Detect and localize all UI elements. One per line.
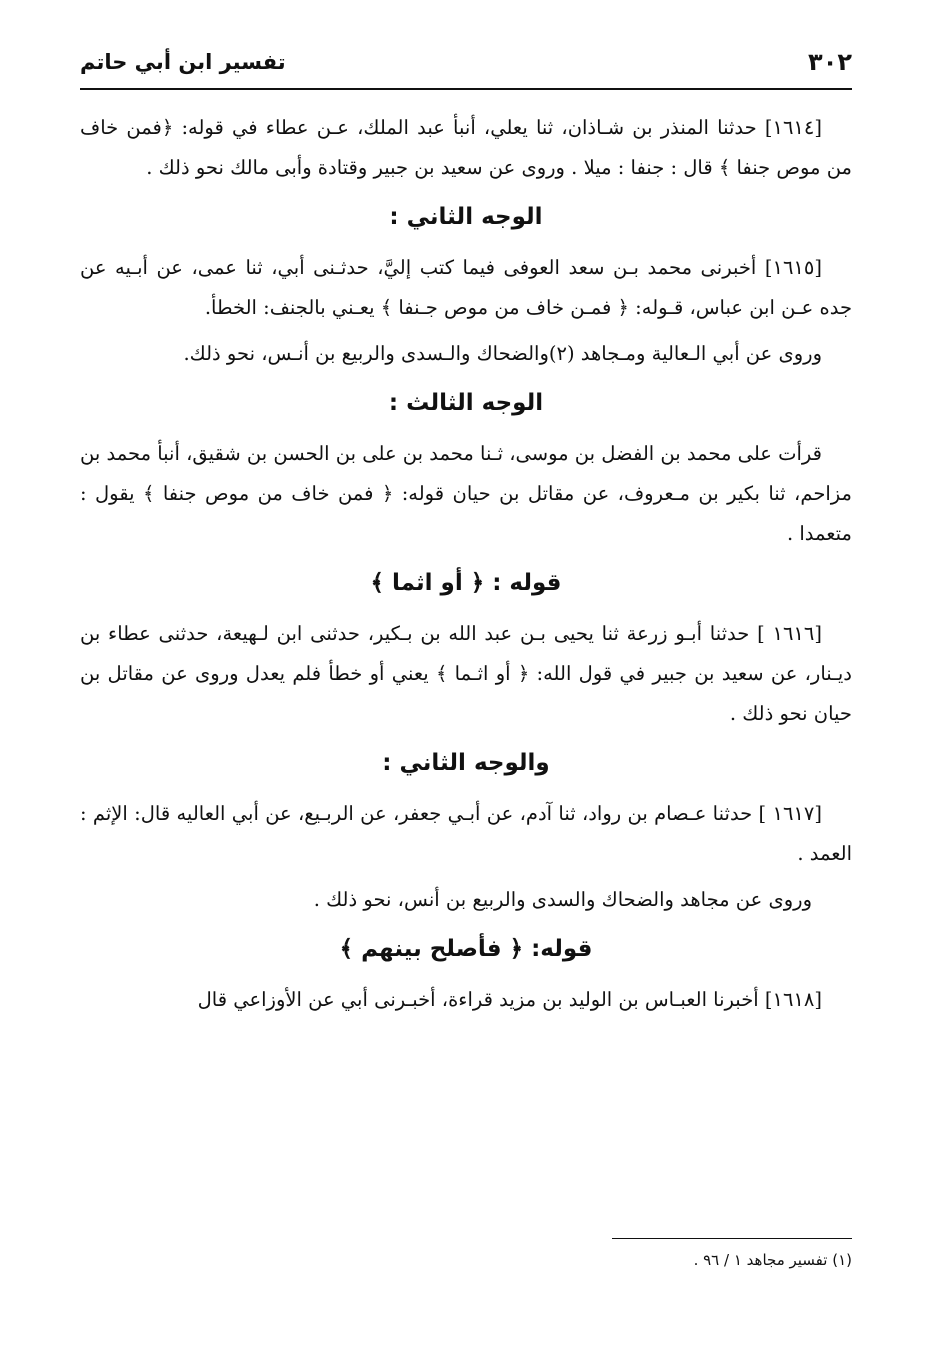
heading-third-aspect: الوجه الثالث : <box>388 390 544 416</box>
heading-fa-aslaha: قوله: ﴿ فأصلح بينهم ﴾ <box>339 936 593 962</box>
footnote: (١) تفسير مجاهد ١ / ٩٦ . <box>693 1251 852 1269</box>
heading-second-aspect: الوجه الثاني : <box>389 204 543 230</box>
book-page <box>80 48 852 1338</box>
paragraph-narration-2: وروى عن مجاهد والضحاك والسدى والربيع بن أنس، نحو ذلك . <box>313 888 812 911</box>
footnote-divider <box>612 1238 852 1239</box>
heading-wa-second-aspect: والوجه الثاني : <box>382 750 550 776</box>
paragraph-1617: [١٦١٧ ] حدثنا عـصام بن رواد، ثنا آدم، عن أبـي جعفر، عن الربـيع، عن أبي العاليه قال: الإثم : العمد . <box>80 802 852 865</box>
heading-aw-ithman: قوله : ﴿ أو اثما ﴾ <box>370 570 562 596</box>
paragraph-1614: [١٦١٤] حدثنا المنذر بن شـاذان، ثنا يعلي، أنبأ عبد الملك، عـن عطاء في قوله: ﴿فمن خاف من موص جنفا ﴾ قال : جنفا : ميلا . وروى عن سعيد بن جبير وقتادة وأبى مالك نحو ذلك . <box>80 116 852 179</box>
page-header <box>80 48 852 90</box>
paragraph-1615: [١٦١٥] أخبرنى محمد بـن سعد العوفى فيما كتب إليَّ، حدثـنى أبي، ثنا عمى، عن أبـيه عن جده عـن ابن عباس، قـوله: ﴿ فمـن خاف من موص جـنفا ﴾ يعـني بالجنف: الخطأ. <box>80 256 852 319</box>
paragraph-narration: وروى عن أبي الـعالية ومـجاهد (٢)والضحاك والـسدى والربيع بن أنـس، نحو ذلك. <box>183 342 822 365</box>
paragraph-1616: [١٦١٦ ] حدثنا أبـو زرعة ثنا يحيى بـن عبد الله بن بـكير، حدثنى ابن لـهيعة، حدثنى عطاء بن ديـنار، عن سعيد بن جبير في قول الله: ﴿ أو اثـما ﴾ يعني أو خطأ فلم يعدل وروى عن مقاتل بن حيان نحو ذلك . <box>80 622 852 725</box>
paragraph-reading: قرأت على محمد بن الفضل بن موسى، ثـنا محمد بن على بن الحسن بن شقيق، أنبأ محمد بن مزاحم، ثنا بكير بن مـعروف، عن مقاتل بن حيان قوله: ﴿ فمن خاف من موص جنفا ﴾ يقول : متعمدا . <box>80 442 852 545</box>
running-title: تفسير ابن أبي حاتم <box>80 50 286 74</box>
page-number: ٣٠٢ <box>808 48 852 76</box>
page-body <box>80 108 852 1020</box>
paragraph-1618: [١٦١٨] أخبرنا العبـاس بن الوليد بن مزيد قراءة، أخبـرنى أبي عن الأوزاعي قال <box>197 988 822 1011</box>
